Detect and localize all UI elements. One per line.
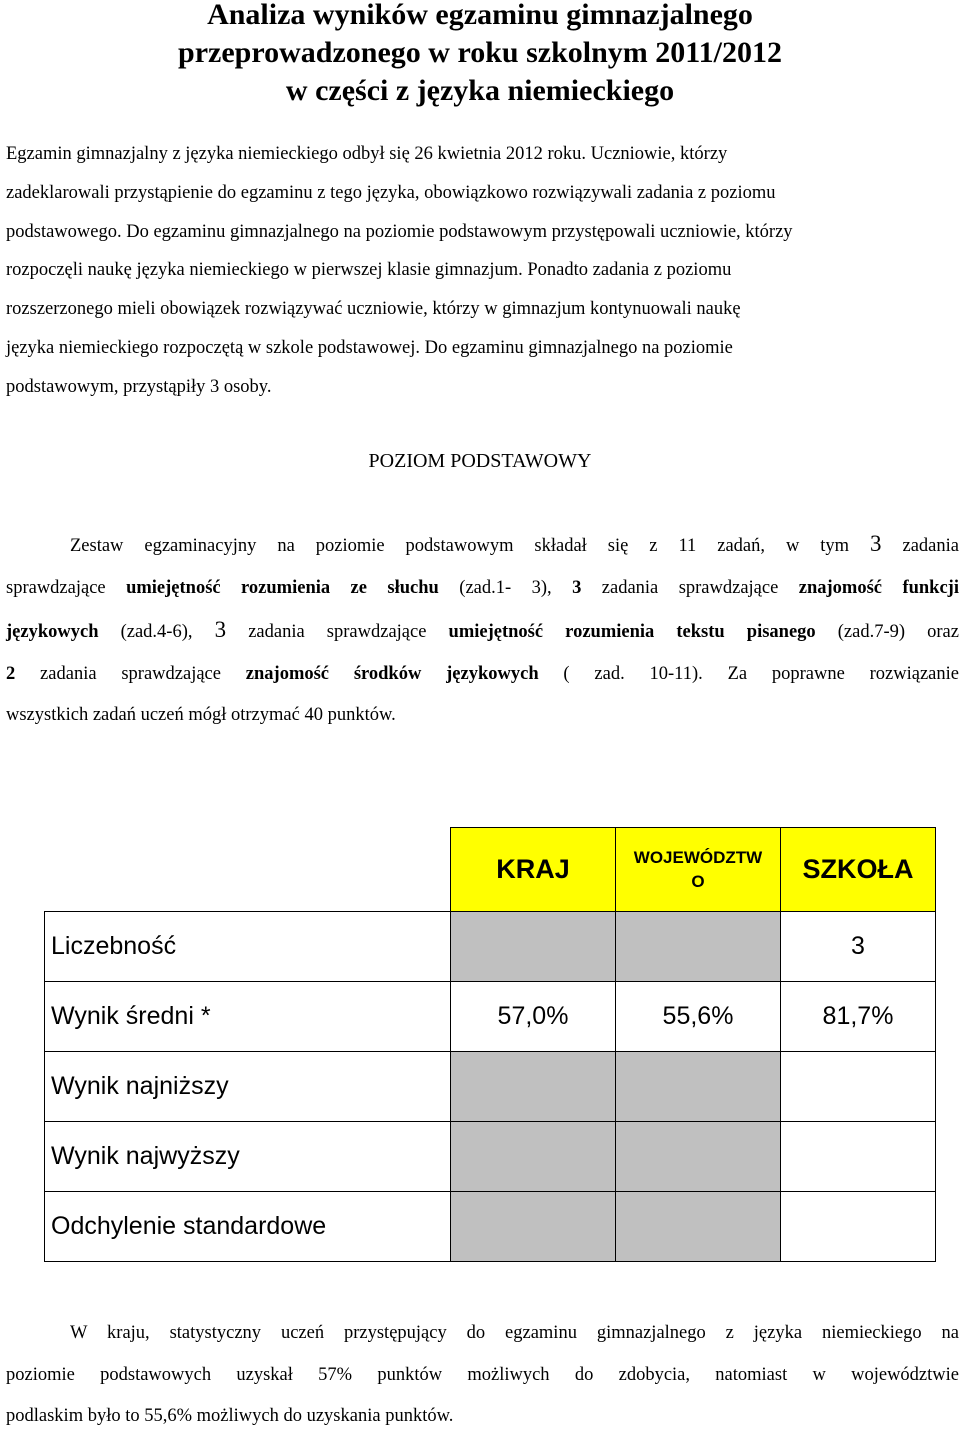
intro-line: rozpoczęli naukę języka niemieckiego w pierwszej klasie gimnazjum. Ponadto zadania z poziomu: [6, 260, 732, 281]
cell-wojewodztwo: [615, 1121, 781, 1192]
set-number: 2: [6, 663, 16, 684]
row-label: Odchylenie standardowe: [44, 1191, 451, 1262]
set-line-3: [6, 609, 959, 654]
set-text: (zad.1- 3),: [438, 577, 573, 598]
set-text: zadania sprawdzające: [581, 577, 799, 598]
set-bold: znajomość środków językowych: [245, 663, 539, 684]
cell-szkola: 3: [780, 911, 936, 982]
intro-line: zadeklarowali przystąpienie do egzaminu z tego języka, obowiązkowo rozwiązywali zadania z poziomu: [6, 182, 776, 203]
header-kraj: [450, 827, 616, 912]
cell-szkola: [780, 1121, 936, 1192]
intro-line: podstawowym, przystąpiły 3 osoby.: [6, 376, 272, 397]
intro-line: języka niemieckiego rozpoczętą w szkole podstawowej. Do egzaminu gimnazjalnego na poziomie: [6, 337, 733, 358]
cell-wojewodztwo: [615, 1051, 781, 1122]
cell-kraj: 57,0%: [450, 981, 616, 1052]
row-label: Liczebność: [44, 911, 451, 982]
cell-wojewodztwo: [615, 911, 781, 982]
header-szkola: [780, 827, 936, 912]
set-line-2: [6, 568, 959, 610]
set-text: ( zad. 10-11). Za poprawne rozwiązanie: [538, 663, 959, 684]
set-line-1: [6, 523, 959, 568]
summary-line-1: [6, 1313, 959, 1355]
intro-line: Egzamin gimnazjalny z języka niemieckiego odbył się 26 kwietnia 2012 roku. Uczniowie, którzy: [6, 144, 728, 164]
set-text: zadania sprawdzające: [15, 663, 246, 684]
summary-paragraph: [6, 1313, 959, 1438]
set-number: 3: [214, 617, 227, 642]
title-line-3: w części z języka niemieckiego: [285, 74, 675, 107]
cell-szkola: [780, 1191, 936, 1262]
summary-line-3: podlaskim było to 55,6% możliwych do uzyskania punktów.: [6, 1406, 454, 1426]
cell-kraj: [450, 911, 616, 982]
intro-line: rozszerzonego mieli obowiązek rozwiązywać uczniowie, którzy w gimnazjum kontynuowali naukę: [6, 299, 741, 320]
set-text: sprawdzające: [6, 577, 127, 598]
set-bold: umiejętność rozumienia ze słuchu: [126, 577, 439, 598]
set-line-5: wszystkich zadań uczeń mógł otrzymać 40 punktów.: [6, 705, 396, 725]
set-bold: umiejętność rozumienia tekstu pisanego: [448, 622, 816, 642]
set-text: (zad.7-9) oraz: [815, 622, 959, 642]
header-wojewodztwo: [615, 827, 781, 912]
header-kraj-label: KRAJ: [496, 854, 570, 884]
cell-wojewodztwo: [615, 1191, 781, 1262]
set-text: zadania sprawdzające: [226, 622, 449, 642]
set-text: zadania: [881, 536, 959, 556]
set-bold: językowych: [6, 622, 99, 642]
row-label: Wynik najniższy: [44, 1051, 451, 1122]
set-text: (zad.4-6),: [98, 622, 215, 642]
header-wojewodztwo-label-2: O: [691, 871, 705, 891]
cell-szkola: 81,7%: [780, 981, 936, 1052]
set-line-4: [6, 654, 959, 696]
cell-szkola: [780, 1051, 936, 1122]
set-bold: znajomość funkcji: [798, 577, 959, 598]
set-number: 3: [870, 531, 882, 556]
intro-line: podstawowego. Do egzaminu gimnazjalnego na poziomie podstawowym przystępowali uczniowie, którzy: [6, 221, 793, 242]
intro-paragraph: [6, 135, 956, 407]
summary-line-2: poziomie podstawowych uzyskał 57% punktów możliwych do zdobycia, natomiast w województwie: [6, 1364, 959, 1385]
row-label: Wynik najwyższy: [44, 1121, 451, 1192]
cell-kraj: [450, 1191, 616, 1262]
page-title: [0, 0, 960, 110]
exam-set-paragraph: [6, 523, 959, 737]
row-label: Wynik średni *: [44, 981, 451, 1052]
header-wojewodztwo-label: WOJEWÓDZTW: [633, 847, 763, 867]
header-szkola-label: SZKOŁA: [802, 854, 914, 884]
section-heading: POZIOM PODSTAWOWY: [368, 450, 592, 472]
set-text: Zestaw egzaminacyjny na poziomie podstawowym składał się z 11 zadań, w tym: [70, 536, 871, 556]
title-line-2: przeprowadzonego w roku szkolnym 2011/2012: [178, 36, 782, 69]
cell-wojewodztwo: 55,6%: [615, 981, 781, 1052]
summary-text: W kraju, statystyczny uczeń przystępujący do egzaminu gimnazjalnego z języka niemieckiego na: [70, 1323, 959, 1343]
cell-kraj: [450, 1051, 616, 1122]
set-number: 3: [572, 577, 582, 598]
title-line-1: Analiza wyników egzaminu gimnazjalnego: [207, 0, 753, 31]
cell-kraj: [450, 1121, 616, 1192]
